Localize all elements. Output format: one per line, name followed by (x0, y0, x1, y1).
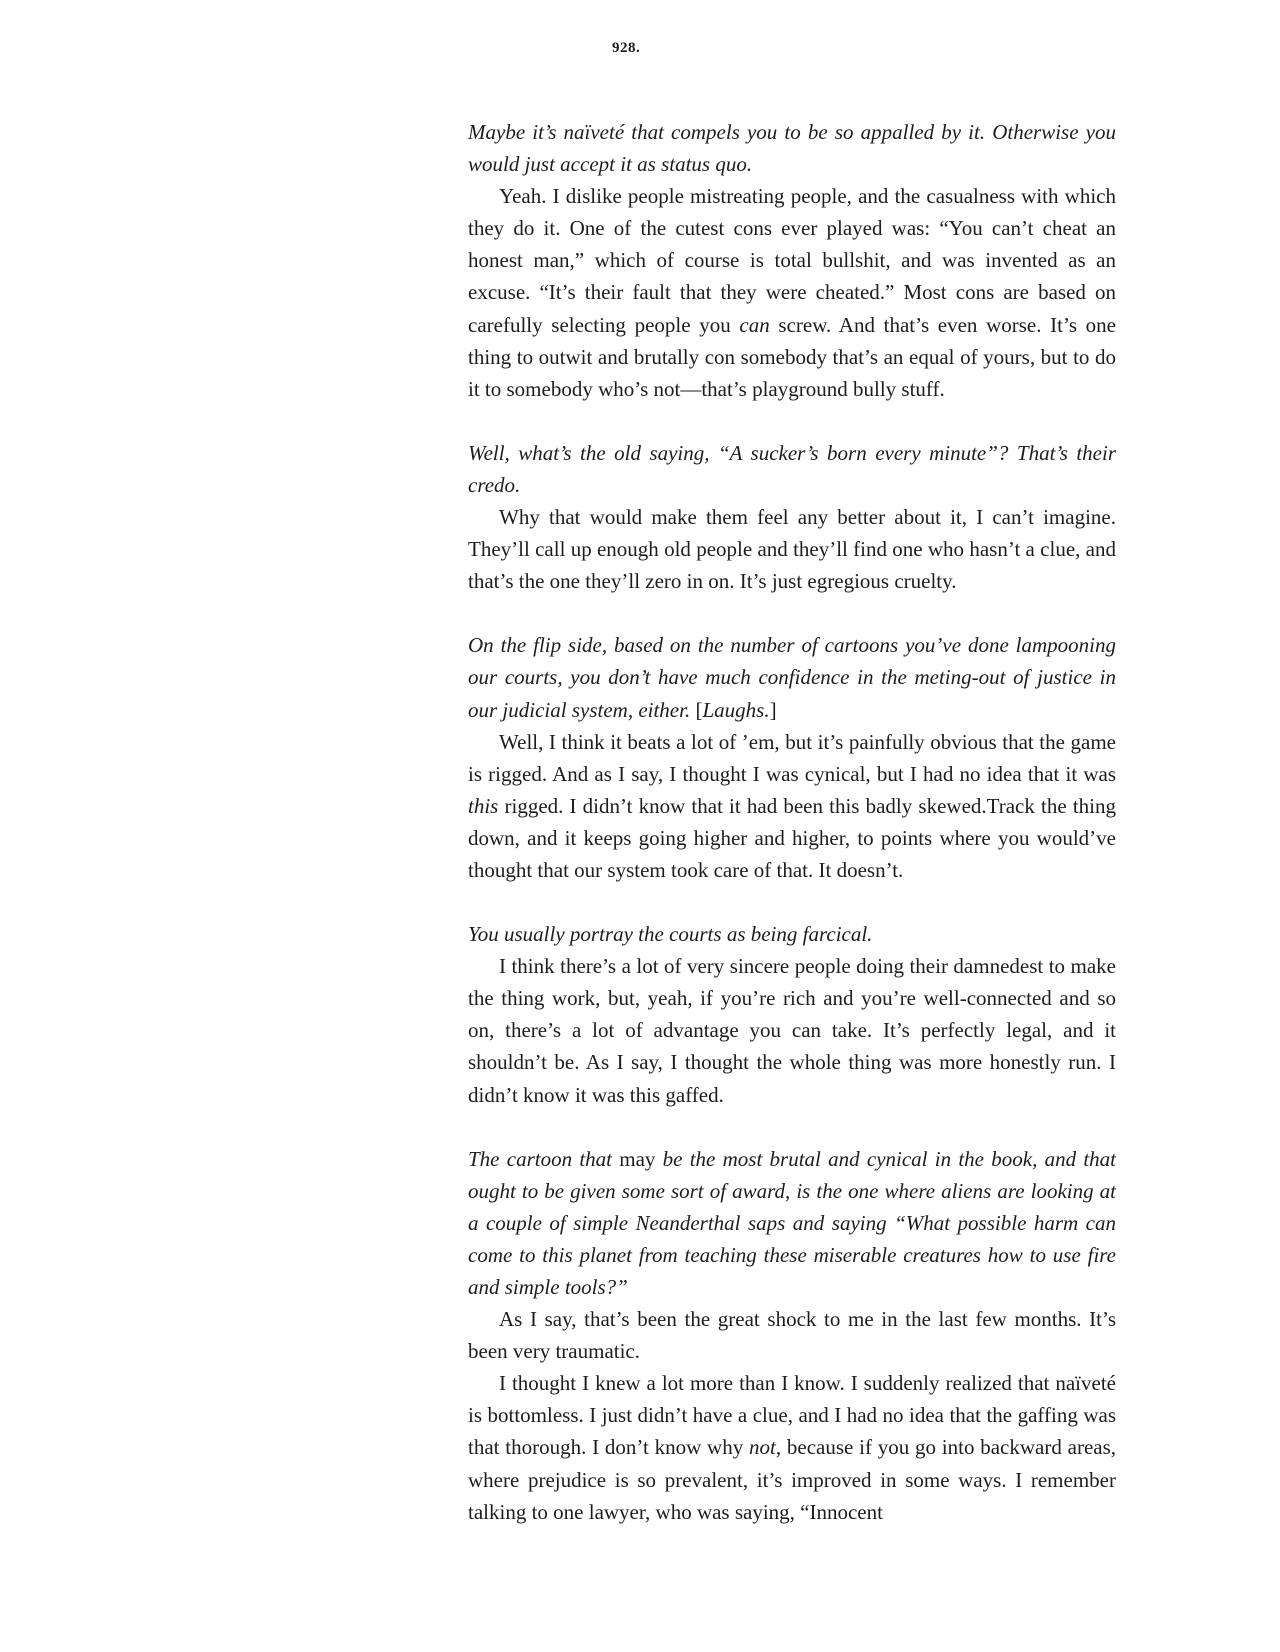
interview-question (468, 1143, 1116, 1303)
answer-text: Well, I think it beats a lot of ’em, but it’s painfully obvious that the game is rigged. And as I say, I thought I was cynical, but I had no idea that it was (468, 729, 1116, 786)
page-number: 928. (612, 40, 641, 56)
emphasized-text: can (739, 312, 770, 337)
answer-text: I thought I knew a lot more than I know. I suddenly realized that naïveté is bottomless. I just didn’t have a clue, and I had no idea that the gaffing was that thorough. I don’t know why (468, 1371, 1116, 1460)
interview-question (468, 918, 1116, 950)
answer-text: , because if you go into backward areas, where prejudice is so prevalent, it’s improved in some ways. I remember talking to one lawyer, who was saying, “Innocent (468, 1435, 1117, 1524)
question-text: You usually portray the courts as being farcical. (468, 922, 873, 947)
answer-text: rigged. I didn’t know that it had been this badly skewed.Track the thing down, and it keeps going higher and higher, to points where you would’ve thought that our system took care of that. It doesn’t. (468, 793, 1116, 882)
interview-answer (468, 1367, 1116, 1527)
interview-answer (468, 1303, 1116, 1367)
answer-text: screw. And that’s even worse. It’s one thing to outwit and brutally con somebody that’s an equal of yours, but to do it to somebody who’s not—that’s playground bully stuff. (468, 312, 1117, 401)
interview-answer (468, 726, 1116, 886)
answer-text: Yeah. I dislike people mistreating people, and the casualness with which they do it. One of the cutest cons ever played was: “You can’t cheat an honest man,” which of course is total bullshit, and was invented as an excuse. “It’s their fault that they were cheated.” Most cons are based on carefully selecting people you (468, 184, 1116, 337)
question-text: ] (769, 697, 777, 722)
emphasized-text: not (749, 1435, 776, 1460)
question-text: may (619, 1146, 656, 1171)
question-text: The cartoon that (468, 1146, 620, 1171)
interview-answer (468, 501, 1116, 597)
interview-question (468, 437, 1116, 501)
answer-text: I think there’s a lot of very sincere people doing their damnedest to make the thing work, but, yeah, if you’re rich and you’re well-connected and so on, there’s a lot of advantage you can take. It’s perfectly legal, and it shouldn’t be. As I say, I thought the whole thing was more honestly run. I didn’t know it was this gaffed. (468, 954, 1116, 1107)
question-text: be the most brutal and cynical in the book, and that ought to be given some sort of award, is the one where aliens are looking at a couple of simple Neanderthal saps and saying “What possible harm can come to this planet from teaching these miserable creatures how to use fire and simple tools?” (468, 1146, 1116, 1299)
interview-answer (468, 950, 1116, 1110)
interview-question (468, 116, 1116, 180)
question-text: Maybe it’s naïveté that compels you to be so appalled by it. Otherwise you would just accept it as status quo. (468, 120, 1116, 177)
interview-text (468, 116, 1116, 1528)
answer-text: Why that would make them feel any better about it, I can’t imagine. They’ll call up enough old people and they’ll find one who hasn’t a clue, and that’s the one they’ll zero in on. It’s just egregious cruelty. (468, 505, 1116, 594)
question-text: Laughs. (702, 697, 770, 722)
question-text: Well, what’s the old saying, “A sucker’s born every minute”? That’s their credo. (468, 440, 1116, 497)
interview-answer (468, 180, 1116, 405)
answer-text: As I say, that’s been the great shock to me in the last few months. It’s been very traumatic. (468, 1307, 1116, 1364)
question-text: [ (695, 697, 703, 722)
interview-question (468, 629, 1116, 725)
question-text: On the flip side, based on the number of cartoons you’ve done lampooning our courts, you don’t have much confidence in the meting-out of justice in our judicial system, either. (468, 633, 1116, 722)
emphasized-text: this (468, 793, 499, 818)
